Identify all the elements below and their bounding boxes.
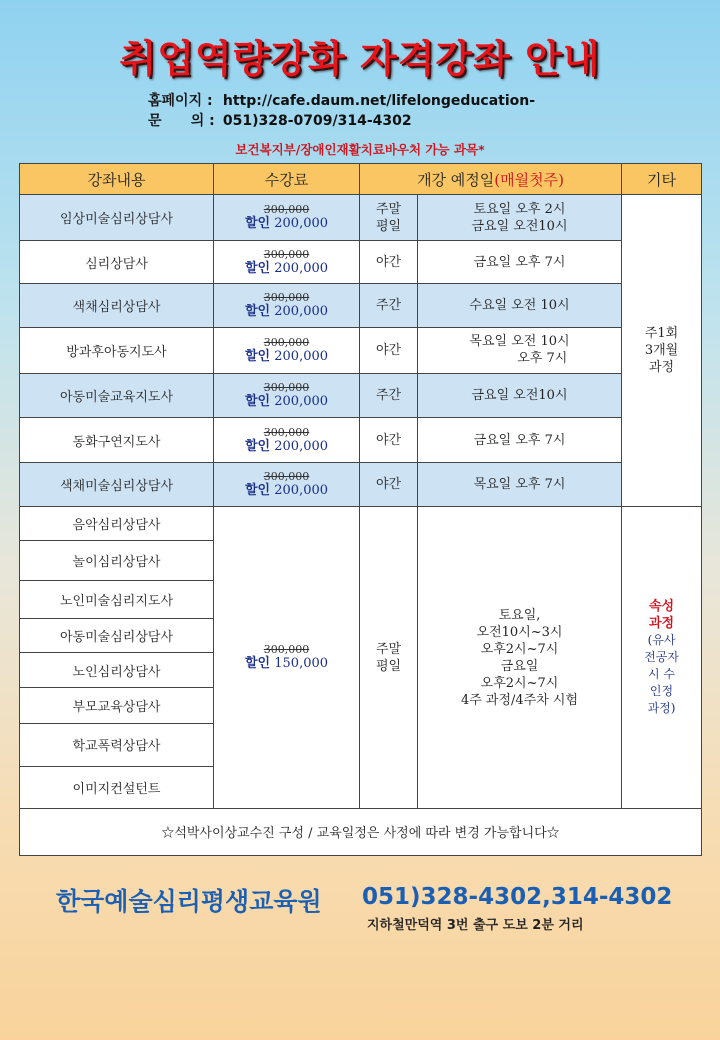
group2-time: 주말 평일 [360,507,418,808]
course-name: 아동미술심리상담사 [20,618,214,652]
header-schedule [360,164,622,195]
course-name: 아동미술교육지도사 [20,373,214,417]
class-time: 주간 [360,373,418,417]
class-date: 목요일 오후 7시 [418,463,622,507]
header-schedule-highlight: (매월첫주) [494,170,564,189]
class-date: 목요일 오전 10시 오후 7시 [418,327,622,373]
table-row [20,373,702,417]
course-name: 임상미술심리상담사 [20,195,214,241]
class-date: 금요일 오후 7시 [418,241,622,284]
group2-discount-fee [216,656,357,672]
page-title: 취업역량강화 자격강좌 안내 [119,37,601,81]
course-name: 노인미술심리지도사 [20,580,214,618]
discount-fee [216,349,357,365]
table-row [20,241,702,284]
header-course: 강좌내용 [20,164,214,195]
table-row [20,327,702,373]
discount-fee [216,261,357,277]
course-table [19,163,702,856]
course-name: 색채심리상담사 [20,284,214,327]
group2-original-fee: 300,000 [263,643,310,657]
class-time: 야간 [360,327,418,373]
class-date: 토요일 오후 2시 금요일 오전10시 [418,195,622,241]
class-date: 수요일 오전 10시 [418,284,622,327]
course-name: 이미지컨설턴트 [20,766,214,808]
fee-cell [214,417,360,462]
group2-date: 토요일, 오전10시~3시 오후2시~7시 금요일 오후2시~7시 4주 과정/4주차 시험 [418,507,622,808]
fee-cell [214,284,360,327]
discount-fee [216,439,357,455]
inquiry-line [148,110,412,130]
org-phone: 051)328-4302,314-4302 [362,884,673,910]
discount-fee [216,394,357,410]
table-row [20,507,702,540]
class-date: 금요일 오전10시 [418,373,622,417]
class-time: 주간 [360,284,418,327]
footnote: ☆석박사이상교수진 구성 / 교육일정은 사정에 따라 변경 가능합니다☆ [20,808,702,855]
discount-label: 할인 [244,438,271,454]
group2-other-main: 속성 과정 [648,599,675,632]
discount-label: 할인 [244,393,271,409]
table-header-row [20,164,702,195]
header-other: 기타 [622,164,702,195]
course-name: 노인심리상담사 [20,653,214,688]
discount-amount: 200,000 [274,393,329,409]
discount-fee [216,304,357,320]
header-fee: 수강료 [214,164,360,195]
course-name: 색채미술심리상담사 [20,463,214,507]
homepage-label: 홈페이지 : [148,93,213,109]
original-fee: 300,000 [263,247,310,261]
original-fee: 300,000 [263,335,310,349]
original-fee: 300,000 [263,470,310,484]
table-row [20,463,702,507]
fee-cell [214,327,360,373]
class-time: 야간 [360,417,418,462]
original-fee: 300,000 [263,425,310,439]
group1-other: 주1회 3개월 과정 [622,195,702,507]
group2-fee-cell [214,507,360,808]
voucher-notice: 보건복지부/장애인재활치료바우처 가능 과목* [235,142,485,157]
original-fee: 300,000 [263,380,310,394]
discount-label: 할인 [244,483,271,499]
class-time: 야간 [360,463,418,507]
inquiry-phone: 051)328-0709/314-4302 [222,113,412,129]
fee-cell [214,241,360,284]
class-time: 야간 [360,241,418,284]
discount-label: 할인 [244,216,271,232]
table-row [20,195,702,241]
discount-label: 할인 [244,348,271,364]
table-row [20,284,702,327]
group2-discount-amount: 150,000 [274,656,329,672]
class-date: 금요일 오후 7시 [418,417,622,462]
original-fee: 300,000 [263,203,310,217]
course-name: 동화구연지도사 [20,417,214,462]
table-row [20,417,702,462]
homepage-line [148,90,535,110]
discount-amount: 200,000 [274,348,329,364]
homepage-url[interactable]: http://cafe.daum.net/lifelongeducation- [222,93,536,109]
org-name: 한국예술심리평생교육원 [56,887,322,916]
discount-amount: 200,000 [274,216,329,232]
fee-cell [214,195,360,241]
group2-discount-label: 할인 [244,656,271,672]
inquiry-label: 문 의 : [148,113,215,129]
discount-fee [216,216,357,232]
discount-amount: 200,000 [274,260,329,276]
class-time: 주말 평일 [360,195,418,241]
course-name: 방과후아동지도사 [20,327,214,373]
course-name: 학교폭력상담사 [20,724,214,766]
discount-amount: 200,000 [274,438,329,454]
fee-cell [214,463,360,507]
course-name: 놀이심리상담사 [20,540,214,580]
original-fee: 300,000 [263,290,310,304]
course-name: 심리상담사 [20,241,214,284]
header-schedule-main: 개강 예정일 [417,170,495,189]
course-name: 부모교육상담사 [20,688,214,724]
discount-amount: 200,000 [274,303,329,319]
org-location: 지하철만덕역 3번 출구 도보 2분 거리 [367,918,584,933]
discount-amount: 200,000 [274,483,329,499]
fee-cell [214,373,360,417]
group2-other [622,507,702,808]
discount-fee [216,483,357,499]
footnote-row [20,808,702,855]
course-name: 음악심리상담사 [20,507,214,540]
discount-label: 할인 [244,260,271,276]
discount-label: 할인 [244,303,271,319]
group2-other-sub: (유사 전공자 시 수 인정 과정) [644,633,679,716]
